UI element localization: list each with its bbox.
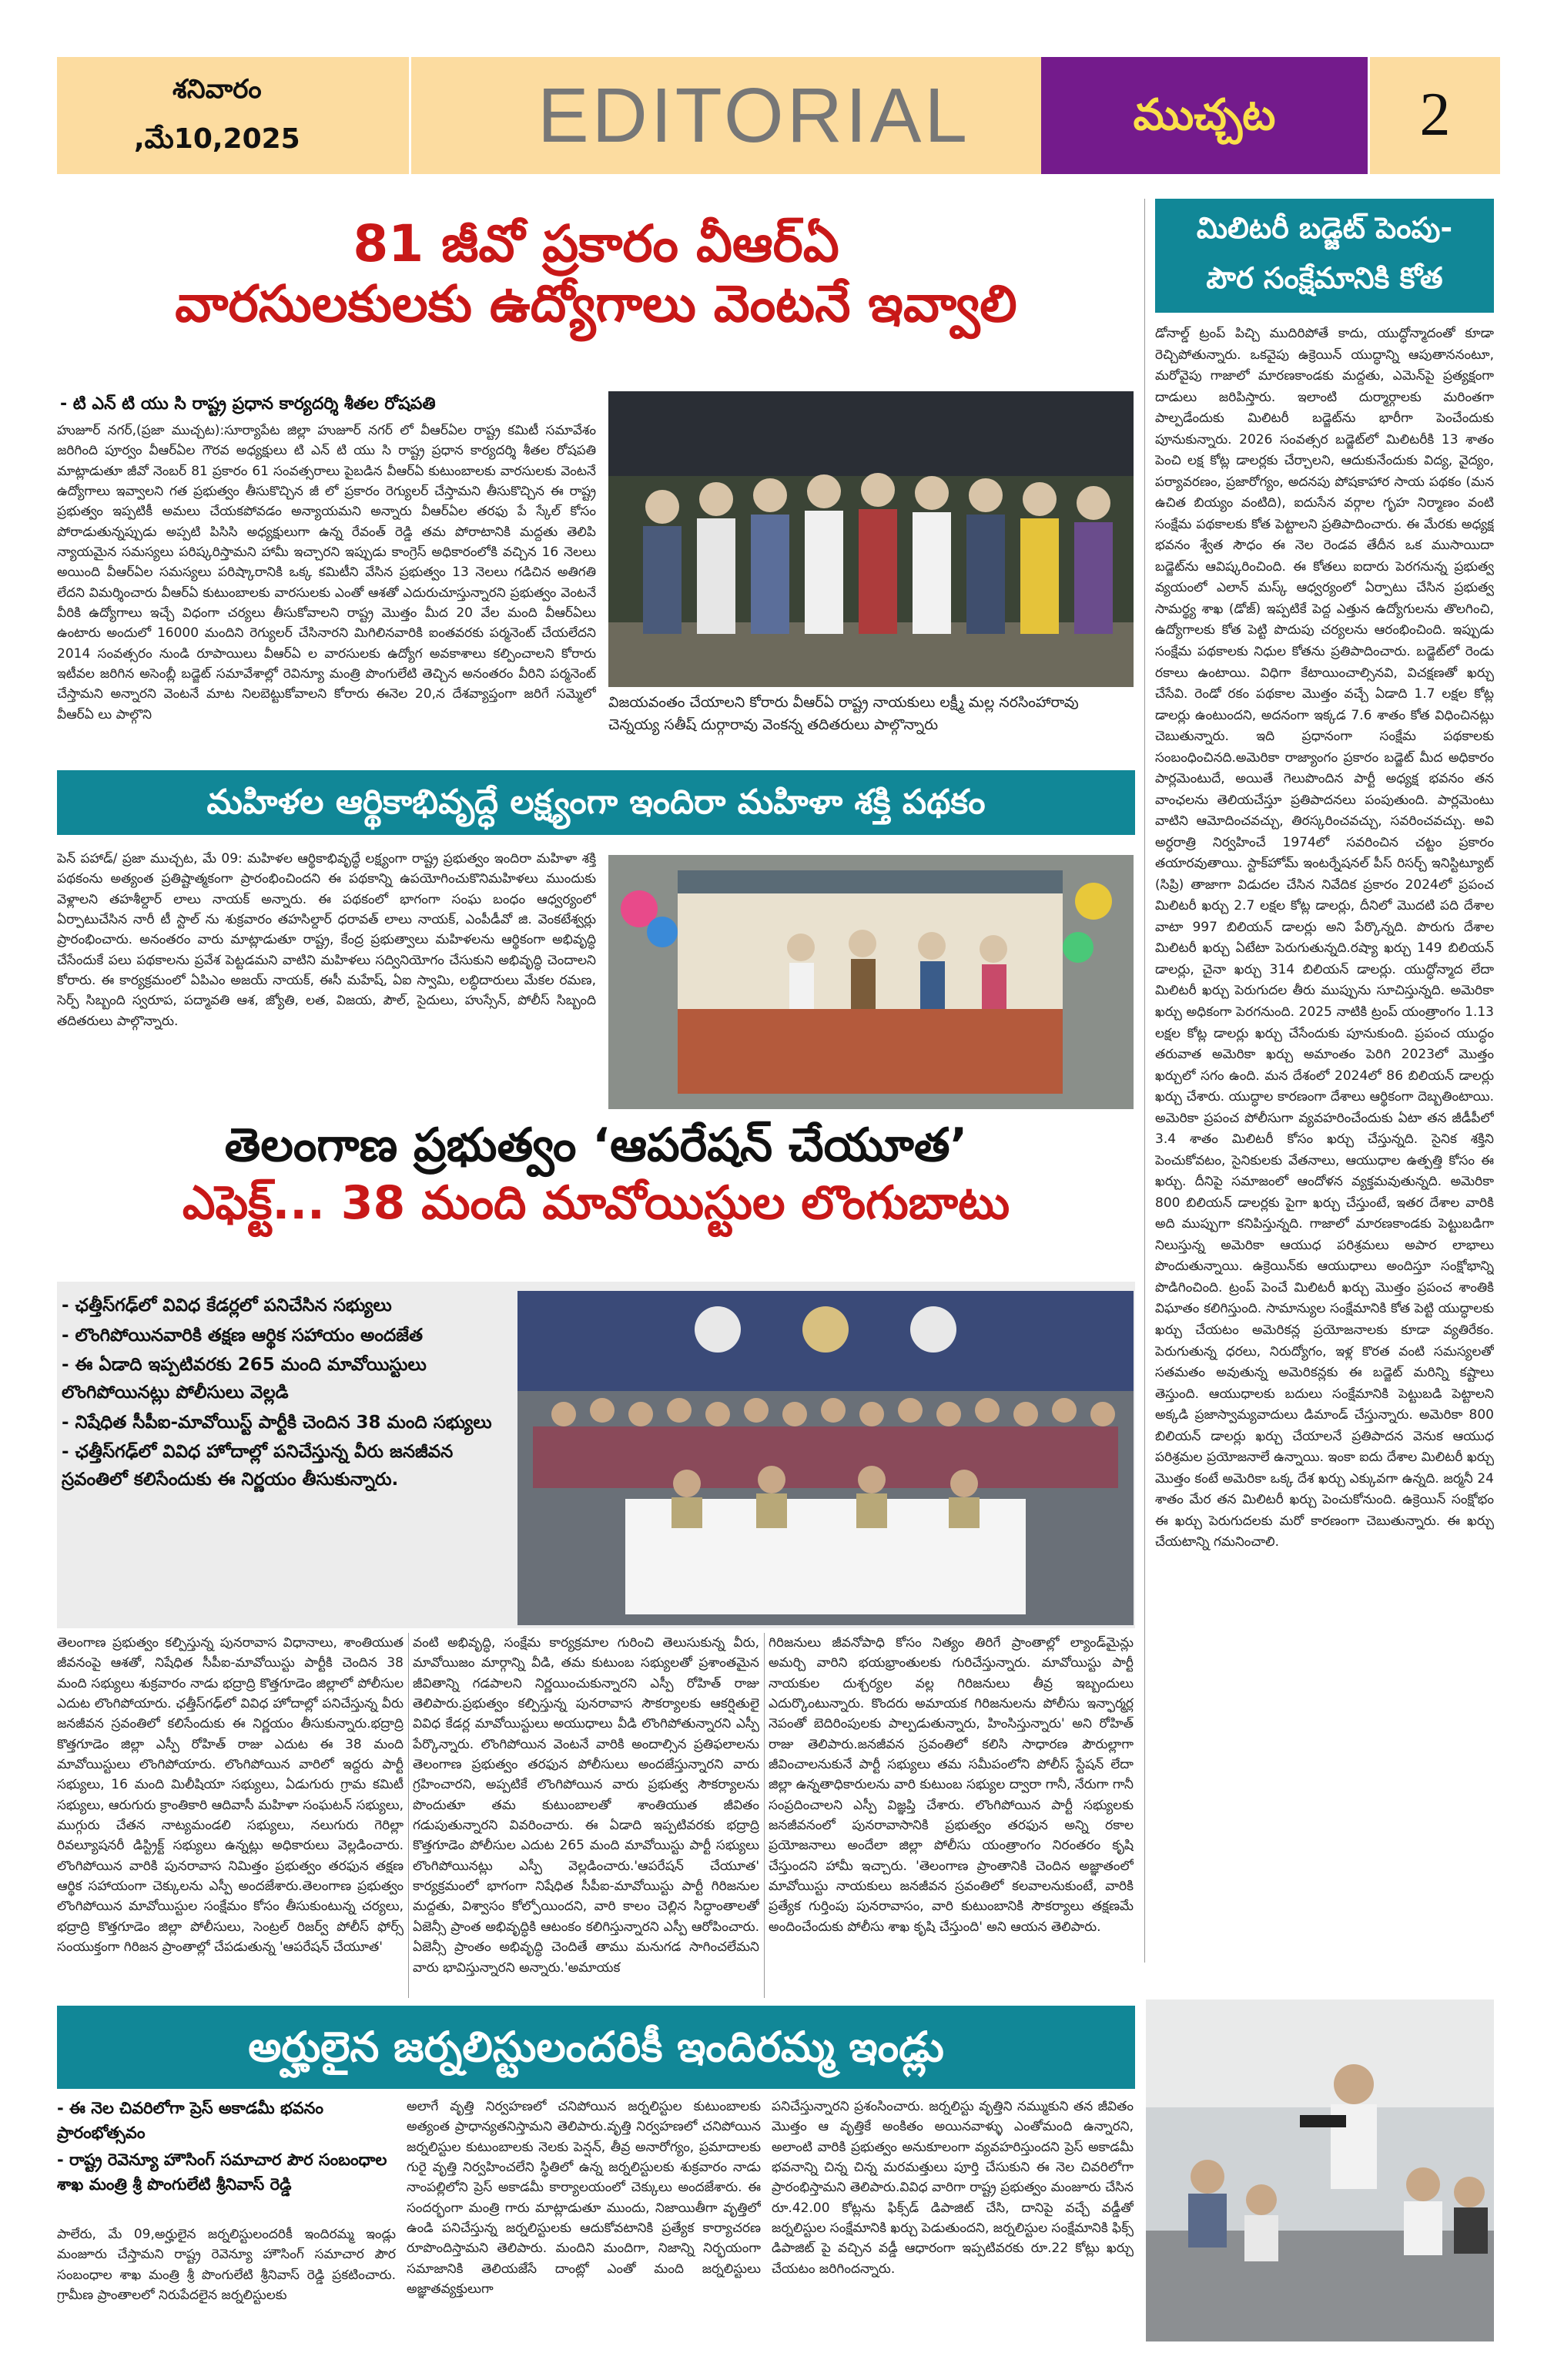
brand-logo: ముచ్చట <box>1041 57 1368 174</box>
story3-column-2: వంటి అభివృద్ధి, సంక్షేమ కార్యక్రమాల గురించి తెలుసుకున్న వీరు, మావోయిజం మార్గాన్ని వీడి, తమ కుటుంబ సభ్యులతో ప్రశాంతమైన జీవితాన్ని గడపాలని నిర్ణయించుకున్నారని ఎస్పీ రోహిత్ రాజు తెలిపారు.ప్రభుత్వం కల్పిస్తున్న పునరావాస సౌకర్యాలకు ఆకర్షితులై వివిధ కేడర్ల మావోయిస్టులు అయుధాలు వీడి లొంగిపోతున్నారని ఎస్పీ పేర్కొన్నారు. లొంగిపోయిన వెంటనే వారికి అందాల్సిన ప్రతిఫలాలను తెలంగాణ ప్రభుత్వం తరఫున పోలీసులు అందజేస్తున్నారని వారు గ్రహించారని, అప్పటికే లొంగిపోయిన వారు ప్రభుత్వ సౌకర్యాలను పొందుతూ తమ కుటుంబాలతో శాంతియుత జీవితం గడుపుతున్నారని వివరించారు. ఈ ఏడాది ఇప్పటివరకు భద్రాద్రి కొత్తగూడెం పోలీసుల ఎదుట 265 మంది మావోయిస్టు పార్టీ సభ్యులు లొంగిపోయినట్లు ఎస్పీ వెల్లడించారు.'ఆపరేషన్ చేయూత' కార్యక్రమంలో భాగంగా నిషేధిత సీపీఐ-మావోయిస్టు పార్టీ గిరిజనుల మద్దతు, విశ్వాసం కోల్పోయిందని, వారి కాలం చెల్లిన సిద్ధాంతాలతో ఏజెన్సీ ప్రాంత అభివృద్ధికి ఆటంకం కలిగిస్తున్నారని ఎస్పీ ఆరోపించారు. ఏజెన్సీ ప్రాంతం అభివృద్ధి చెందితే తాము మనుగడ సాగించలేమని వారు భావిస్తున్నారని అన్నారు.'అమాయక <box>413 1635 759 1976</box>
story3-headline-line2: ఎఫెక్ట్... 38 మంది మావోయిస్టుల లొంగుబాటు <box>182 1176 1010 1230</box>
story4-bullet: - రాష్ట్ర రెవెన్యూ హౌసింగ్ సమాచార పౌర సంబంధాల శాఖ మంత్రి శ్రీ పొంగులేటి శ్రీనివాస్ రెడ్డి <box>57 2150 387 2194</box>
story4-bullets <box>57 2097 396 2197</box>
sidebar-body: డోనాల్డ్ ట్రంప్ పిచ్చి ముదిరిపోతే కాదు, యుద్ధోన్మాదంతో కూడా రెచ్చిపోతున్నారు. ఒకవైపు ఉక్రెయిన్ యుద్ధాన్ని ఆపుతాననంటూ, మరోవైపు గాజాలో మారణకాండకు మద్దతు, ఎమెన్‌పై ప్రత్యక్షంగా దాడులు జరిపిస్తారు. ఇలాంటి దుర్మార్గాలకు మరింతగా పాల్పడేందుకు మిలిటరీ బడ్జెట్‌ను భారీగా పెంచేందుకు పూనుకున్నారు. 2026 సంవత్సర బడ్జెట్‌లో మిలిటరీకి 13 శాతం పెంచి లక్ష కోట్ల డాలర్లకు చేర్చాలని, ఆదుకునేందుకు విద్య, వైద్యం, పర్యావరణం, ప్రజారోగ్యం, అదనపు పోషకాహార సాయ పథకం (మన ఉచిత బియ్యం వంటిది), ఐదుసేన వర్గాల గృహ నిర్మాణం వంటి సంక్షేమ పథకాలకు కోత పెట్టాలని ప్రతిపాదించారు. ఈ మేరకు అధ్యక్ష భవనం శ్వేత సౌధం ఈ నెల రెండవ తేదీన ఒక ముసాయిదా బడ్జెట్‌ను ఆవిష్కరించింది. ఈ కోతలు ఐదారు పెరగనున్న ప్రభుత్వ వ్యయంలో ఎలాన్ మస్క్ ఆధ్వర్యంలో ఏర్పాటు చేసిన ప్రభుత్వ సామర్థ్య శాఖ (డోజ్) ఇప్పటికే పెద్ద ఎత్తున ఉద్యోగులను తొలగించి, ఉద్యోగాలకు కోత పెట్టి పొదుపు చర్యలను ఆరంభించింది. ఇప్పుడు సంక్షేమ పథకాలకు నిధుల కోతను ప్రతిపాదించారు. బడ్జెట్‌లో రెండు రకాలు ఉంటాయి. విధిగా కేటాయించాల్సినవి, విచక్షణతో ఖర్చు చేసేవి. రెండో రకం పథకాల మొత్తం వచ్చే ఏడాది 1.7 లక్షల కోట్ల డాలర్లు ఉంటుందని, అదనంగా ఇక్కడ 7.6 శాతం కోత విధించినట్లు చెబుతున్నారు. ఇది ప్రధానంగా సంక్షేమ పథకాలకు సంబంధించినది.అమెరికా రాజ్యాంగం ప్రకారం బడ్జెట్ మీద అధికారం పార్లమెంటుదే, అయితే గెలుపొందిన పార్టీ అధ్యక్ష భవనం తన వాంఛలను తెలియచేస్తూ ప్రతిపాదనలు పంపుతుంది. పార్లమెంటు వాటిని ఆమోదించవచ్చు, తిరస్కరించవచ్చు, సవరించవచ్చు. అవి అర్ధరాత్రి నిర్వహించే 1974లో సవరించిన చట్టం ప్రకారం తయారవుతాయి. స్టాక్‌హోమ్ ఇంటర్నేషనల్ పీస్ రిసర్చ్ ఇనిస్టిట్యూట్ (సిప్రి) తాజాగా విడుదల చేసిన నివేదిక ప్రకారం 2024లో ప్రపంచ మిలిటరీ ఖర్చు 2.7 లక్షల కోట్ల డాలర్లు, దీనిలో మొదటి పది దేశాల వాటా 997 బిలియన్ డాలర్లు అని పేర్కొన్నది. పొరుగు దేశాల మిలిటరీ ఖర్చు ఏటేటా పెరుగుతున్నది.రష్యా ఖర్చు 149 బిలియన్ డాలర్లు, చైనా ఖర్చు 314 బిలియన్ డాలర్లు. యుద్ధోన్మాద లేదా మిలిటరీ ఖర్చు పెరుగుదల తీరు ముప్పును సూచిస్తున్నది. అమెరికా ఖర్చు అధికంగా పెరగనుంది. 2025 నాటికి ట్రంప్ యంత్రాంగం 1.13 లక్షల కోట్ల డాలర్లు ఖర్చు చేసేందుకు పూనుకుంది. ప్రపంచ యుద్ధం తరువాత అమెరికా ఖర్చు అమాంతం పెరిగి 2023లో మొత్తం ఖర్చులో సగం ఉంది. మన దేశంలో 2024లో 86 బిలియన్ డాలర్లు ఖర్చు చేశారు. యుద్ధాల కారణంగా దేశాలు ఆర్థికంగా దెబ్బతింటాయి. అమెరికా ప్రపంచ పోలీసుగా వ్యవహరించేందుకు ఏటా తన జీడీపీలో 3.4 శాతం మిలిటరీ కోసం ఖర్చు చేస్తున్నది. సైనిక శక్తిని పెంచుకోవటం, సైనికులకు వేతనాలు, ఆయుధాల ఉత్పత్తి కోసం ఈ ఖర్చు. దీనిపై సమాజంలో ఆందోళన వ్యక్తమవుతున్నది. అమెరికా 800 బిలియన్ డాలర్లకు పైగా ఖర్చు చేస్తుంటే, ఇతర దేశాల వారికి అది ముప్పుగా కనిపిస్తున్నది. గాజాలో మారణకాండకు పెట్టుబడిగా నిలుస్తున్న అమెరికా ఆయుధ పరిశ్రమలు అపార లాభాలు పొందుతున్నాయి. ఉక్రెయిన్‌కు ఆయుధాలు అందిస్తూ సంక్షోభాన్ని పొడిగించింది. ట్రంప్ పెంచే మిలిటరీ ఖర్చు మొత్తం ప్రపంచ శాంతికి విఘాతం కలిగిస్తుంది. సామాన్యుల సంక్షేమానికి కోత పెట్టి యుద్ధాలకు ఖర్చు చేయటం అమెరికన్ల ప్రయోజనాలకు కూడా వ్యతిరేకం. పెరుగుతున్న ధరలు, నిరుద్యోగం, ఇళ్ల కొరత వంటి సమస్యలతో సతమతం అవుతున్న అమెరికన్లకు ఈ బడ్జెట్ మరిన్ని కష్టాలు తెస్తుంది. ఆయుధాలకు బదులు సంక్షేమానికి పెట్టుబడి పెట్టాలని అక్కడి ప్రజాస్వామ్యవాదులు డిమాండ్ చేస్తున్నారు. అమెరికా 800 బిలియన్ డాలర్లు ఖర్చు చేయాలనే ప్రతిపాదన వెనుక ఆయుధ పరిశ్రమల ప్రయోజనాలే ఉన్నాయి. ఇంకా ఐదు దేశాల మిలిటరీ ఖర్చు మొత్తం కంటే అమెరికా ఒక్క దేశ ఖర్చు ఎక్కువగా ఉన్నది. జర్మనీ 24 శాతం మేర తన మిలిటరీ ఖర్చు పెంచుకోనుంది. ఉక్రెయిన్ సంక్షోభం ఈ ఖర్చు పెరుగుదలకు మరో కారణంగా చెబుతున్నారు. ఈ ఖర్చు చేయటాన్ని గమనించాలి. <box>1155 326 1494 1550</box>
story2-body: పెన్ పహాడ్/ ప్రజా ముచ్చట, మే 09: మహిళల ఆర్థికాభివృద్ధే లక్ష్యంగా రాష్ట్ర ప్రభుత్వం ఇందిరా మహిళా శక్తి పథకంను అత్యంత ప్రతిష్టాత్మకంగా ప్రారంభించిందని ఈ పథకాన్ని ఉపయోగించుకొనిమహిళలు ముందుకు వెళ్లాలని తహశీల్దార్ లాలు నాయక్ అన్నారు. ఈ పథకంలో భాగంగా సంఘ బంధం ఆధ్వర్యంలో ఏర్పాటుచేసిన నారీ టీ స్టాల్ ను శుక్రవారం తహసిల్దార్ ధరావత్ లాలు నాయక్, ఎంపీడీవో జి. వెంకటేశ్వర్లు ప్రారంభించారు. అనంతరం వారు మాట్లాడుతూ రాష్ట్ర, కేంద్ర ప్రభుత్వాలు మహిళలను ఆర్థికంగా అభివృద్ధి చేసేందుకే పలు పథకాలను ప్రవేశ పెట్టడమని వాటిని మహిళలు సద్వినియోగం చేసుకుని అభివృద్ధి చెందాలని కోరారు. ఈ కార్యక్రమంలో ఏపిఎం అజయ్ నాయక్, ఈసీ మహేష్, ఏఐ స్వామి, లబ్ధిదారులు మేకల రమణ, సెర్ప్ సిబ్బంది స్వరూప, పద్మావతి ఆశ, జ్యోతి, లత, విజయ, పౌల్, సైదులు, హుస్సేన్, పోలీస్ సిబ్బంది తదితరులు పాల్గొన్నారు. <box>57 851 596 1029</box>
story3-column-1: తెలంగాణ ప్రభుత్వం కల్పిస్తున్న పునరావాస విధానాలు, శాంతియుత జీవనంపై ఆశతో, నిషేధిత సీపీఐ-మావోయిస్టు పార్టీకి చెందిన 38 మంది సభ్యులు శుక్రవారం నాడు భద్రాద్రి కొత్తగూడెం జిల్లాలో పోలీసుల ఎదుట లొంగిపోయారు. ఛత్తీస్‌గఢ్‌లో వివిధ హోదాల్లో పనిచేస్తున్న వీరు జనజీవన స్రవంతిలో కలిసేందుకు ఈ నిర్ణయం తీసుకున్నారు.భద్రాద్రి కొత్తగూడెం జిల్లా ఎస్పీ రోహిత్ రాజు ఎదుట ఈ 38 మంది మావోయిస్టులు లొంగిపోయారు. లొంగిపోయిన వారిలో ఇద్దరు పార్టీ సభ్యులు, 16 మంది మిలీషియా సభ్యులు, ఏడుగురు గ్రామ కమిటీ సభ్యులు, ఆరుగురు క్రాంతికారి ఆదివాసీ మహిళా సంఘటన్ సభ్యులు, ముగ్గురు చేతన నాట్యమండలి సభ్యులు, నలుగురు గెరిల్లా రివల్యూషనరీ డిస్ట్రిక్ట్ సభ్యులు ఉన్నట్లు అధికారులు వెల్లడించారు. లొంగిపోయిన వారికి పునరావాస నిమిత్తం ప్రభుత్వం తరఫున తక్షణ ఆర్థిక సహాయంగా చెక్కులను ఎస్పీ అందజేశారు.తెలంగాణ ప్రభుత్వం లొంగిపోయిన మావోయిస్టుల సంక్షేమం కోసం తీసుకుంటున్న చర్యలు, భద్రాద్రి కొత్తగూడెం జిల్లా పోలీసులు, సెంట్రల్ రిజర్వ్ పోలీస్ ఫోర్స్ సంయుక్తంగా గిరిజన ప్రాంతాల్లో చేపడుతున్న 'ఆపరేషన్ చేయూత' <box>57 1635 404 1956</box>
story2-photo <box>608 855 1134 1109</box>
masthead-date-box <box>57 57 411 174</box>
story3-headline-line1: తెలంగాణ ప్రభుత్వం ‘ఆపరేషన్ చేయూత’ <box>224 1118 968 1172</box>
column-divider <box>764 1633 765 1998</box>
story1-byline: - టి ఎన్ టి యు సి రాష్ట్ర ప్రధాన కార్యదర్శి శీతల రోషపతి <box>60 394 436 414</box>
story3-bullet: - నిషేధిత సీపీఐ-మావోయిస్ట్ పార్టీకి చెందిన 38 మంది సభ్యులు <box>62 1412 492 1433</box>
story4-headline: అర్హులైన జర్నలిస్టులందరికీ ఇందిరమ్మ ఇండ్లు <box>57 2006 1135 2089</box>
story1-body: హుజూర్ నగర్,(ప్రజా ముచ్చట):సూర్యాపేట జిల్లా హుజూర్ నగర్ లో వీఆర్ఏల రాష్ట్ర కమిటీ సమావేశం జరిగింది పూర్వం వీఆర్ఏల గౌరవ అధ్యక్షులు టి ఎన్ టి యు సి రాష్ట్ర ప్రధాన కార్యదర్శి శీతల రోషపతి మాట్లాడుతూ జీవో నెంబర్ 81 ప్రకారం 61 సంవత్సరాలు పైబడిన వీఆర్ఏ కుటుంబాలకు వారసులకు వెంటనే ఉద్యోగాలు ఇవ్వాలని గత ప్రభుత్వం తీసుకొచ్చిన జీ లో ప్రకారం రెగ్యులర్ చేస్తామని తీసుకొచ్చిన ఈ రాష్ట్ర ప్రభుత్వం ఇప్పటికీ అమలు చేయకపోవడం అన్యాయమని అన్నారు వీఆర్ఏల తరఫు పే స్కేల్ కోసం పోరాడుతున్నప్పుడు అప్పటి పిసిసి అధ్యక్షులుగా ఉన్న రేవంత్ రెడ్డి తమ పోరాటానికి మద్దతు తెలిపి న్యాయమైన సమస్యలు పరిష్కరిస్తామని హామీ ఇచ్చారని ఇప్పుడు కాంగ్రెస్ అధికారంలోకి వచ్చిన 16 నెలలు అయింది వీఆర్ఏల సమస్యలు పరిష్కారానికి ఒక్క కమిటీని వేసిన ప్రభుత్వం 13 నెలలు గడిచిన అతిగతి లేదని విమర్శించారు వీఆర్ఏ కుటుంబాలకు వారసులకు ఎంతో ఆశతో ఎదురుచూస్తున్నారని ప్రభుత్వం వెంటనే వీరికి ఉద్యోగాలు ఇచ్చే విధంగా చర్యలు తీసుకోవాలని రాష్ట్ర మొత్తం మీద 20 వేల మంది వీఆర్ఏలు ఉంటారు అందులో 16000 మందిని రెగ్యులర్ చేసినారని మిగిలినవారికి ఐంతవరకు పర్మనెంట్ చేయలేదని 2014 సంవత్సరం నుండి రూపాయిలు వీఆర్ఏ ల వారసులకు ఉద్యోగ అవకాశాలు కల్పించాలని కోరారు ఇటీవల జరిగిన అసెంబ్లీ బడ్జెట్ సమావేశాల్లో రెవిన్యూ మంత్రి పొంగులేటి తెచ్చిన అనంతరం వీరిని పర్మనెంట్ చేస్తామని అన్నారని వెంటనే మాట నిలబెట్టుకోవాలని కోరారు ఈనెల 20,న దేశవ్యాప్తంగా జరిగే సమ్మెలో వీఆర్ఏ లు పాల్గొని <box>57 423 596 722</box>
story1-headline <box>57 214 1135 334</box>
sidebar-divider <box>1144 199 1145 1963</box>
story4-photo <box>1146 2000 1494 2341</box>
story1-caption: విజయవంతం చేయాలని కోరారు వీఆర్ఏ రాష్ట్ర నాయకులు లక్ష్మీ మల్ల నరసింహారావు చెన్నయ్య సతీష్ దుర్గారావు వెంకన్న తదితరులు పాల్గొన్నారు <box>608 694 1079 733</box>
story1-headline-line1: 81 జీవో ప్రకారం వీఆర్ఏ <box>353 214 839 273</box>
story3-photo <box>517 1291 1134 1625</box>
story1-photo <box>608 391 1134 687</box>
sidebar-headline <box>1155 199 1494 313</box>
masthead <box>57 57 1500 174</box>
story3-bullet: - ఈ ఏడాది ఇప్పటివరకు 265 మంది మావోయిస్టులు లొంగిపోయినట్లు పోలీసులు వెల్లడి <box>62 1355 427 1403</box>
story3-column-3: గిరిజనులు జీవనోపాధి కోసం నిత్యం తిరిగే ప్రాంతాల్లో ల్యాండ్‌మైన్లు అమర్చి వారిని భయభ్రాంతులకు గురిచేస్తున్నారు. మావోయిస్టు పార్టీ నాయకుల దుశ్చర్యల వల్ల గిరిజనులు తీవ్ర ఇబ్బందులు ఎదుర్కొంటున్నారు. కొందరు అమాయక గిరిజనులను పోలీసు ఇన్ఫార్మర్ల నెపంతో బెదిరింపులకు పాల్పడుతున్నారు, హింసిస్తున్నారు' అని రోహిత్ రాజు తెలిపారు.జనజీవన స్రవంతిలో కలిసి సాధారణ పౌరుల్లాగా జీవించాలనుకునే పార్టీ సభ్యులు తమ సమీపంలోని పోలీస్ స్టేషన్ లేదా జిల్లా ఉన్నతాధికారులను వారి కుటుంబ సభ్యుల ద్వారా గానీ, నేరుగా గానీ సంప్రదించాలని ఎస్పీ విజ్ఞప్తి చేశారు. లొంగిపోయిన పార్టీ సభ్యులకు జనజీవనంలో పునరావాసానికి ప్రభుత్వం తరఫున అన్ని రకాల ప్రయోజనాలు అందేలా జిల్లా పోలీసు యంత్రాంగం నిరంతరం కృషి చేస్తుందని హామీ ఇచ్చారు. 'తెలంగాణ ప్రాంతానికి చెందిన అజ్ఞాతంలో మావోయిస్టు నాయకులు జనజీవన స్రవంతిలో కలవాలనుకుంటే, వారికి ప్రత్యేక గుర్తింపు పునరావాసం, వారి కుటుంబానికి సౌకర్యాలు తక్షణమే అందించేందుకు పోలీసు శాఖ కృషి చేస్తుంది' అని ఆయన తెలిపారు. <box>769 1635 1134 1935</box>
story3-bullet: - లొంగిపోయినవారికి తక్షణ ఆర్థిక సహాయం అందజేత <box>62 1325 423 1346</box>
story3-headline <box>57 1117 1135 1232</box>
page-number: 2 <box>1368 57 1500 174</box>
masthead-date: ,మే10,2025 <box>134 123 300 155</box>
story1-headline-line2: వారసులకులకు ఉద్యోగాలు వెంటనే ఇవ్వాలి <box>175 273 1017 334</box>
story3-bullet: - ఛత్తీస్‌గఢ్‌లో వివిధ హోదాల్లో పనిచేస్తున్న వీరు జనజీవన స్రవంతిలో కలిసేందుకు ఈ నిర్ణయం తీసుకున్నారు. <box>62 1442 454 1490</box>
story4-bullet: - ఈ నెల చివరిలోగా ప్రెస్ అకాడమీ భవనం ప్రారంభోత్సవం <box>57 2099 324 2142</box>
column-divider <box>408 1633 409 1998</box>
story4-column-1: పాలేరు, మే 09,అర్హులైన జర్నలిస్టులందరికీ ఇందిరమ్మ ఇండ్లు మంజూరు చేస్తామని రాష్ట్ర రెవెన్యూ హౌసింగ్ సమాచార పౌర సంబంధాల శాఖ మంత్రి శ్రీ పొంగులేటి శ్రీనివాస్ రెడ్డి ప్రకటించారు. గ్రామీణ ప్రాంతాలలో నిరుపేదలైన జర్నలిస్టులకు <box>57 2227 396 2304</box>
sidebar-headline-line2: పౌర సంక్షేమానికి కోత <box>1206 260 1443 295</box>
section-title: EDITORIAL <box>537 72 971 159</box>
story3-bullets <box>62 1292 508 1496</box>
story4-column-3: పనిచేస్తున్నారని ప్రశంసించారు. జర్నలిస్టు వృత్తిని నమ్ముకుని తన జీవితం మొత్తం ఆ వృత్తికే అంకితం అయినవాళ్ళు ఎంతోమంది ఉన్నారని, అలాంటి వారికి ప్రభుత్వం అనుకూలంగా వ్యవహరిస్తుందని ప్రెస్ అకాడమీ భవనాన్ని చిన్న చిన్న మరమత్తులు పూర్తి చేసుకుని ఈ నెల చివరిలోగా ప్రారంభిస్తామని తెలిపారు.వివిధ వారిగా రాష్ట్ర ప్రభుత్వం మంజూరు చేసిన రూ.42.00 కోట్లను ఫిక్స్‌డ్ డిపాజిట్ చేసి, దానిపై వచ్చే వడ్డీతో జర్నలిస్టుల సంక్షేమానికి ఖర్చు పెడుతుందని, జర్నలిస్టుల సంక్షేమానికి ఫిక్స్ డిపాజిట్ పై వచ్చిన వడ్డీ ఆధారంగా ఇప్పటివరకు రూ.22 కోట్లు ఖర్చు చేయటం జరిగిందన్నారు. <box>772 2099 1134 2277</box>
story2-headline: మహిళల ఆర్థికాభివృద్ధే లక్ష్యంగా ఇందిరా మహిళా శక్తి పథకం <box>57 770 1135 835</box>
sidebar-headline-line1: మిలిటరీ బడ్జెట్ పెంపు- <box>1196 211 1453 245</box>
story4-column-2: అలాగే వృత్తి నిర్వహణలో చనిపోయిన జర్నలిస్టుల కుటుంబాలకు అత్యంత ప్రాధాన్యతనిస్తామని తెలిపారు.వృత్తి నిర్వహణలో చనిపోయిన జర్నలిస్టుల కుటుంబాలకు నెలకు పెన్షన్, తీవ్ర అనారోగ్యం, ప్రమాదాలకు గురై వృత్తి నిర్వహించలేని స్థితిలో ఉన్న జర్నలిస్టులకు శుక్రవారం నాడు నాంపల్లిలోని ప్రెస్ అకాడమీ కార్యాలయంలో చెక్కులు అందజేశారు. ఈ సందర్భంగా మంత్రి గారు మాట్లాడుతూ ముందు, నిజాయితీగా వృత్తిలో ఉండి పనిచేస్తున్న జర్నలిస్టులకు ఆదుకోవటానికి ప్రత్యేక కార్యాచరణ రూపొందిస్తామని తెలిపారు. మందిని మందిగా, నిజాన్ని నిర్భయంగా సమాజానికి తెలియజేసే దాంట్లో ఎంతో మంది జర్నలిస్టులు అజ్ఞాతవ్యక్తులుగా <box>407 2099 761 2298</box>
masthead-day: శనివారం <box>172 74 262 105</box>
story3-bullet: - ఛత్తీస్‌గఢ్‌లో వివిధ కేడర్లలో పనిచేసిన సభ్యులు <box>62 1296 392 1316</box>
